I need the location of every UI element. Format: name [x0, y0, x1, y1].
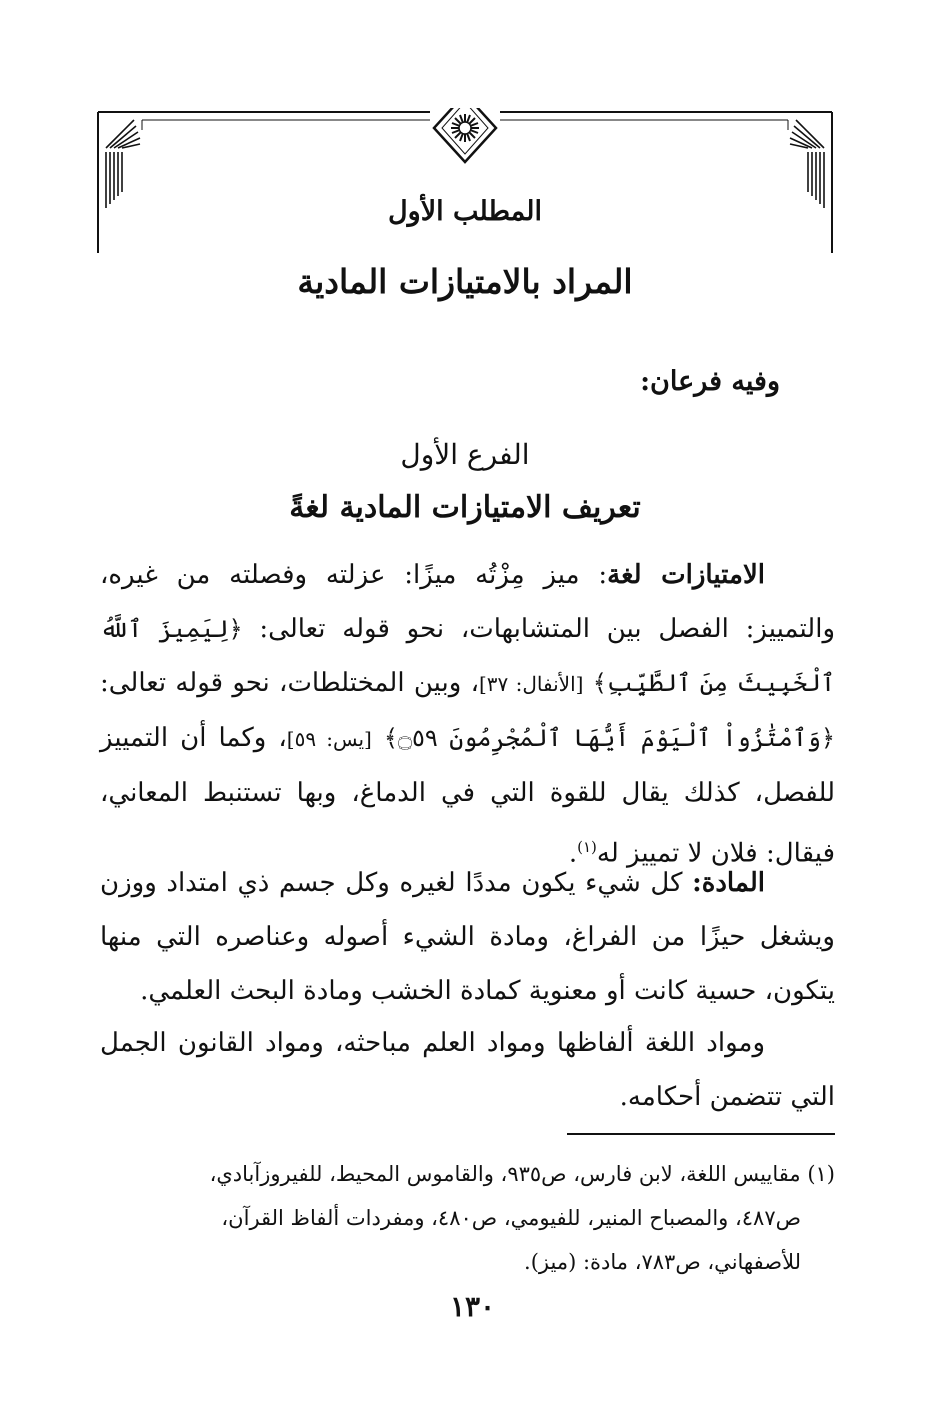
branch-label: الفرع الأول	[400, 438, 530, 471]
footnote-separator	[567, 1133, 835, 1135]
term-imtiyazat: الامتيازات لغة	[607, 560, 765, 590]
footnote-text: مقاييس اللغة، لابن فارس، ص٩٣٥، والقاموس المحيط، للفيروزآبادي،	[209, 1162, 808, 1186]
verse-reference: [الأنفال: ٣٧]	[478, 672, 584, 696]
footnote	[100, 1152, 835, 1284]
verse-reference: [يس: ٥٩]	[286, 727, 372, 751]
branch-title: تعريف الامتيازات المادية لغةً	[289, 490, 641, 525]
section-heading: المطلب الأول	[388, 196, 542, 227]
term-madda: المادة:	[692, 868, 765, 898]
footnote-line	[100, 1152, 835, 1196]
footnote-line: للأصفهاني، ص٧٨٣، مادة: (ميز).	[524, 1250, 801, 1274]
footnote-line: ص٤٨٧، والمصباح المنير، للفيومي، ص٤٨٠، ومفردات ألفاظ القرآن،	[221, 1206, 801, 1230]
right-corner-ornament	[790, 120, 824, 208]
left-corner-ornament	[106, 120, 140, 208]
paragraph-definition-imtiyazat	[100, 548, 835, 881]
quran-verse: ﴿لِيَمِيزَ ٱللَّهُ ٱلْخَبِيثَ مِنَ ٱلطَّيِّبِ﴾	[100, 615, 836, 697]
paragraph-definition-madda	[100, 856, 835, 1018]
paragraph-text: : ميز مِزْتُه ميزًا: عزلته وفصلته من غيره، والتمييز: الفصل بين المتشابهات، نحو قوله تعالى:	[100, 560, 835, 644]
ornamental-header-frame	[96, 108, 834, 253]
diamond-sun-ornament	[434, 108, 496, 162]
paragraph-text: ومواد اللغة ألفاظها ومواد العلم مباحثه، ومواد القانون الجمل التي تتضمن أحكامه.	[100, 1028, 835, 1112]
main-title: المراد بالامتيازات المادية	[297, 262, 633, 301]
page-number: ١٣٠	[449, 1290, 496, 1323]
paragraph-text: كل شيء يكون مددًا لغيره وكل جسم ذي امتداد ووزن ويشغل حيزًا من الفراغ، ومادة الشيء أصوله وعناصره التي منها يتكون، حسية كانت أو معنوية كمادة الخشب ومادة البحث العلمي.	[100, 868, 835, 1006]
paragraph-text: ، وبين المختلطات، نحو قوله تعالى:	[100, 668, 479, 698]
intro-line: وفيه فرعان:	[640, 366, 780, 397]
paragraph-mawad	[100, 1016, 835, 1124]
footnote-marker: (١)	[577, 838, 597, 856]
quran-verse: ﴿وَٱمْتَٰزُواْ ٱلْيَوْمَ أَيُّهَا ٱلْمُجْرِمُونَ ۝٥٩﴾	[383, 724, 835, 752]
footnote-number: (١)	[807, 1162, 835, 1186]
paragraph-text: .	[568, 838, 578, 869]
paragraph-text: ، وكما أن التمييز للفصل، كذلك يقال للقوة التي في الدماغ، وبها تستنبط المعاني، فيقال: فلان لا تمييز له	[100, 723, 835, 869]
